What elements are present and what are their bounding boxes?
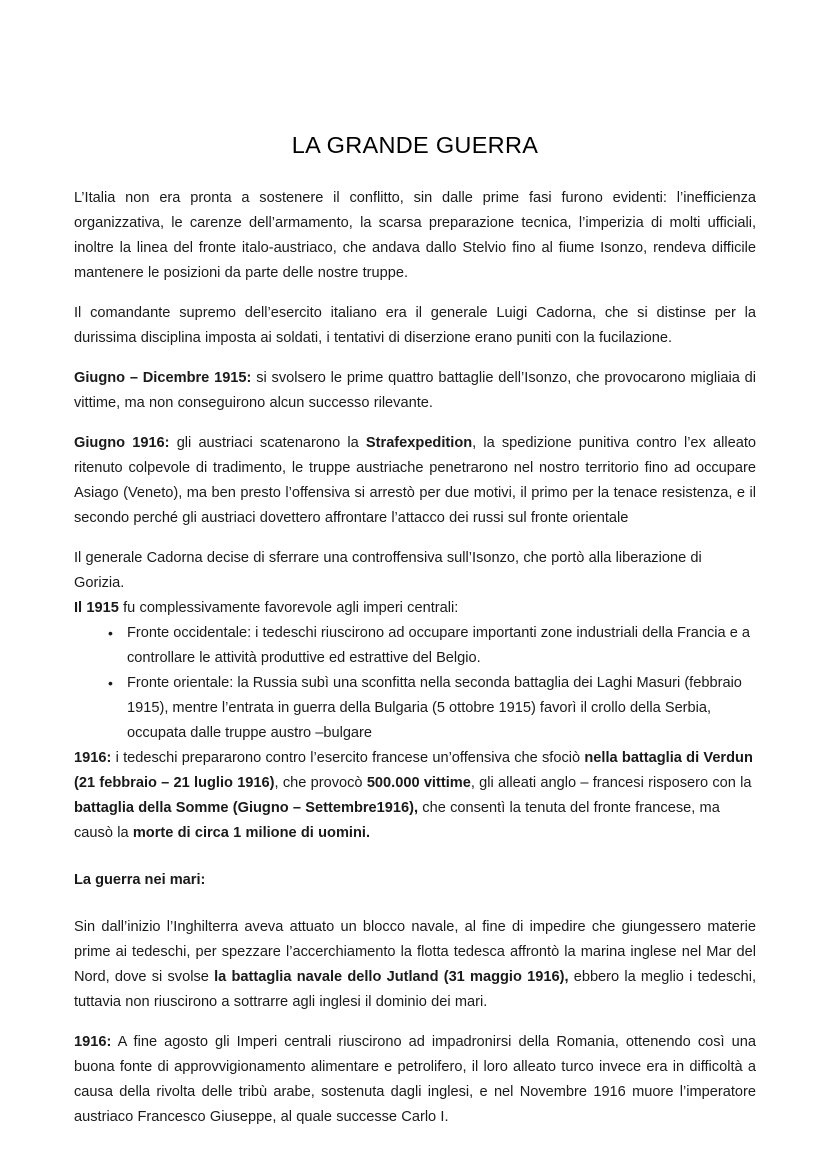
list-item-text: Fronte orientale: la Russia subì una sconfitta nella seconda battaglia dei Laghi Masuri (febbraio 1915), mentre l’entrata in guerra della Bulgaria (5 ottobre 1915) favorì il crollo della Serbia, occupata dalle truppe austro –bulgare [127,675,742,742]
bullet-dot-icon: • [108,625,113,642]
text-giugno-dicembre-1915: si svolsero le prime quattro battaglie dell’Isonzo, che provocarono migliaia di vittime, ma non conseguirono alcun successo rilevante. [74,370,756,412]
text-il-1915: fu complessivamente favorevole agli imperi centrali: [118,600,459,617]
paragraph-giugno-dicembre-1915 [74,366,756,416]
bullet-dot-icon: • [108,675,113,692]
paragraph-intro: L’Italia non era pronta a sostenere il conflitto, sin dalle prime fasi furono evidenti: l’inefficienza organizzativa, le carenze dell’armamento, la scarsa preparazione tecnica, l’imperizia di molti ufficiali, inoltre la linea del fronte italo-austriaco, che andava dallo Stelvio fino al fiume Isonzo, rendeva difficile mantenere le posizioni da parte delle nostre truppe. [74,190,756,282]
label-giugno-1916: Giugno 1916: [74,435,170,452]
text-verdun-g: che consentì la tenuta del fronte francese, ma causò la [74,800,720,842]
text-verdun-c: , che provocò [274,775,367,792]
paragraph-cadorna: Il comandante supremo dell’esercito italiano era il generale Luigi Cadorna, che si distinse per la durissima disciplina imposta ai soldati, i tentativi di diserzione erano puniti con la fucilazione. [74,305,756,347]
text-giugno-1916-c: , la spedizione punitiva contro l’ex alleato ritenuto colpevole di tradimento, le truppe austriache penetrarono nel nostro territorio fino ad occupare Asiago (Veneto), ma ben presto l’offensiva si arrestò per due motivi, il primo per la tenace resistenza, e il secondo perché gli austriaci dovettero affrontare l’attacco dei russi sul fronte orientale [74,435,756,527]
term-battaglia-verdun: nella battaglia di Verdun (21 febbraio – 21 luglio 1916) [74,750,753,792]
paragraph-giugno-1916 [74,431,756,531]
text-giugno-1916-a: gli austriaci scatenarono la [169,435,366,452]
text-verdun-a: i tedeschi prepararono contro l’esercito francese un’offensiva che sfociò [111,750,585,767]
fronti-list [74,621,756,746]
term-battaglia-jutland: la battaglia navale dello Jutland (31 maggio 1916), [214,969,569,986]
label-romania-1916: 1916: [74,1034,112,1051]
term-morte-1-milione: morte di circa 1 milione di uomini. [132,825,370,842]
term-strafexpedition: Strafexpedition [365,435,473,452]
paragraph-controffensiva: Il generale Cadorna decise di sferrare una controffensiva sull’Isonzo, che portò alla liberazione di Gorizia. [74,550,702,592]
paragraph-guerra-nei-mari [74,915,756,1015]
text-verdun-e: , gli alleati anglo – francesi risposero con la [470,775,752,792]
paragraph-verdun-somme [74,746,756,846]
text-romania: A fine agosto gli Imperi centrali riuscirono ad impadronirsi della Romania, ottenendo così una buona fonte di approvvigionamento alimentare e petrolifero, il loro alleato turco invece era in difficoltà a causa della rivolta delle tribù arabe, sostenuta dagli inglesi, e nel Novembre 1916 muore l’imperatore austriaco Francesco Giuseppe, al quale successe Carlo I. [74,1034,756,1126]
term-500000-vittime: 500.000 vittime [366,775,471,792]
document-content [74,131,756,1145]
paragraph-romania-1916 [74,1030,756,1130]
term-battaglia-somme: battaglia della Somme (Giugno – Settembre1916), [74,800,419,817]
label-il-1915: Il 1915 [74,600,119,617]
text-mari-c: ebbero la meglio i tedeschi, tuttavia non riuscirono a sottrarre agli inglesi il dominio dei mari. [74,969,757,1011]
label-giugno-dicembre-1915: Giugno – Dicembre 1915: [74,370,252,387]
list-item-text: Fronte occidentale: i tedeschi riuscirono ad occupare importanti zone industriali della Francia e a controllare le attività produttive ed estrattive del Belgio. [127,625,750,667]
text-mari-a: Sin dall’inizio l’Inghilterra aveva attuato un blocco navale, al fine di impedire che giungessero materie prime ai tedeschi, per spezzare l’accerchiamento la flotta tedesca affrontò la marina inglese nel Mar del Nord, dove si svolse [74,919,756,986]
paragraph-il-1915 [74,596,756,621]
page-title: LA GRANDE GUERRA [291,132,539,158]
section-heading-guerra-nei-mari: La guerra nei mari: [74,872,206,889]
label-verdun-1916: 1916: [74,750,112,767]
list-item [74,671,756,746]
list-item [74,621,756,671]
